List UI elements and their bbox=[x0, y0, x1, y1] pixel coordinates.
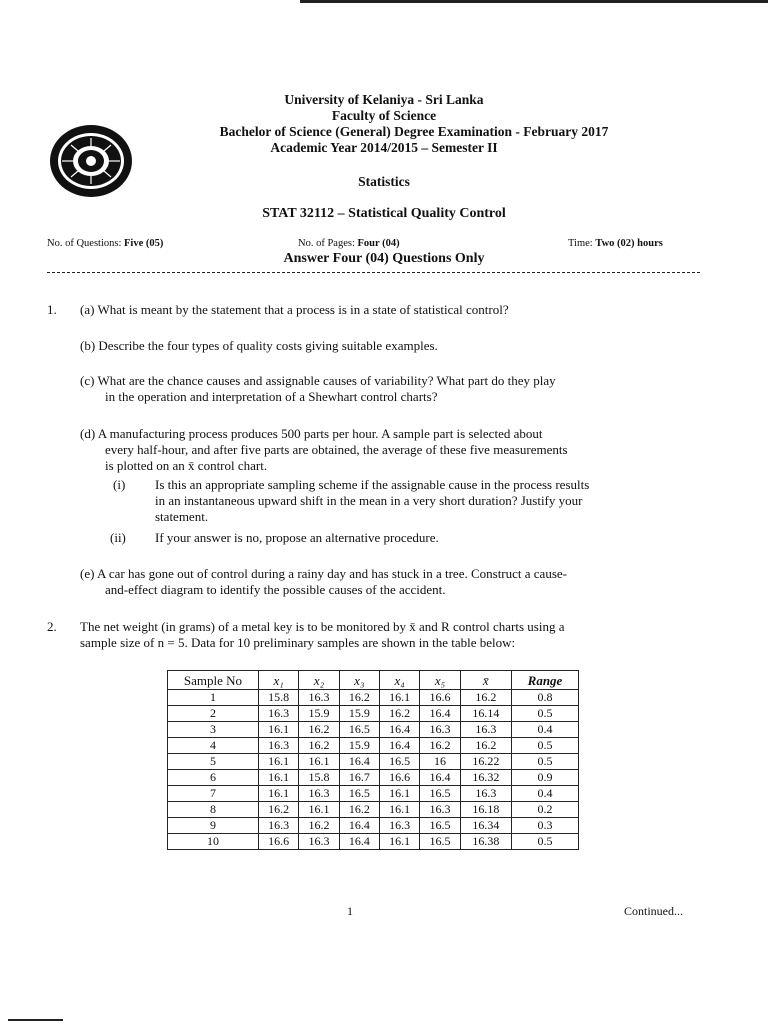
table-cell: 0.5 bbox=[512, 754, 579, 770]
table-cell: 16.1 bbox=[299, 802, 339, 818]
table-cell: 16.32 bbox=[460, 770, 511, 786]
header-x4: x₄ bbox=[379, 671, 419, 690]
q1-part-e-line2: and-effect diagram to identify the possible causes of the accident. bbox=[105, 582, 446, 597]
table-row bbox=[168, 722, 579, 738]
q2-text-line1: The net weight (in grams) of a metal key is to be monitored by x̄ and R control charts using a bbox=[80, 619, 565, 634]
q1-part-b: (b) Describe the four types of quality costs giving suitable examples. bbox=[80, 338, 438, 353]
sample-data-table bbox=[167, 670, 579, 850]
table-cell: 0.5 bbox=[512, 834, 579, 850]
table-cell: 16.3 bbox=[259, 738, 299, 754]
university-name: University of Kelaniya - Sri Lanka bbox=[284, 92, 484, 107]
table-cell: 0.2 bbox=[512, 802, 579, 818]
table-cell: 16.18 bbox=[460, 802, 511, 818]
table-cell: 16.1 bbox=[259, 786, 299, 802]
table-cell: 10 bbox=[168, 834, 259, 850]
q1-part-d-i-line3: statement. bbox=[155, 509, 209, 524]
table-body bbox=[168, 690, 579, 850]
table-cell: 3 bbox=[168, 722, 259, 738]
table-cell: 16.6 bbox=[420, 690, 460, 706]
questions-count: No. of Questions: Five (05) bbox=[47, 238, 164, 249]
table-cell: 16.3 bbox=[460, 786, 511, 802]
table-cell: 16.3 bbox=[460, 722, 511, 738]
header-sample-no: Sample No bbox=[168, 671, 259, 690]
table-cell: 15.9 bbox=[299, 706, 339, 722]
table-cell: 9 bbox=[168, 818, 259, 834]
table-cell: 16.2 bbox=[299, 818, 339, 834]
table-cell: 16.2 bbox=[299, 738, 339, 754]
table-row bbox=[168, 690, 579, 706]
table-cell: 16.3 bbox=[420, 722, 460, 738]
q1-part-d-line3: is plotted on an x̄ control chart. bbox=[105, 458, 268, 473]
table-cell: 16.1 bbox=[299, 754, 339, 770]
pages-count: No. of Pages: Four (04) bbox=[298, 238, 400, 249]
table-cell: 16.5 bbox=[420, 786, 460, 802]
table-cell: 16.5 bbox=[339, 722, 379, 738]
table-cell: 1 bbox=[168, 690, 259, 706]
table-cell: 15.8 bbox=[299, 770, 339, 786]
table-cell: 16.3 bbox=[299, 786, 339, 802]
table-row bbox=[168, 706, 579, 722]
table-cell: 0.3 bbox=[512, 818, 579, 834]
table-row bbox=[168, 754, 579, 770]
table-cell: 16.7 bbox=[339, 770, 379, 786]
table-cell: 16.5 bbox=[420, 834, 460, 850]
q1-part-d-i-line1: Is this an appropriate sampling scheme if the assignable cause in the process results bbox=[155, 477, 590, 492]
header-range: Range bbox=[512, 671, 579, 690]
header-x2: x₂ bbox=[299, 671, 339, 690]
table-cell: 16.2 bbox=[339, 690, 379, 706]
academic-year: Academic Year 2014/2015 – Semester II bbox=[270, 140, 498, 155]
table-cell: 16.2 bbox=[299, 722, 339, 738]
header-divider bbox=[47, 272, 700, 273]
table-cell: 16.3 bbox=[259, 706, 299, 722]
q1-part-d-line2: every half-hour, and after five parts are obtained, the average of these five measurements bbox=[105, 442, 568, 457]
table-row bbox=[168, 770, 579, 786]
table-cell: 15.8 bbox=[259, 690, 299, 706]
question-1-number: 1. bbox=[47, 302, 57, 317]
scan-edge-bottom bbox=[8, 1019, 63, 1021]
q1-part-d-line1: (d) A manufacturing process produces 500 parts per hour. A sample part is selected about bbox=[80, 426, 543, 441]
table-cell: 16.2 bbox=[460, 738, 511, 754]
table-cell: 16.6 bbox=[379, 770, 419, 786]
faculty-name: Faculty of Science bbox=[331, 108, 437, 123]
table-cell: 7 bbox=[168, 786, 259, 802]
q1-part-c-line2: in the operation and interpretation of a Shewhart control charts? bbox=[105, 389, 438, 404]
table-cell: 16.1 bbox=[259, 770, 299, 786]
table-cell: 16.34 bbox=[460, 818, 511, 834]
table-cell: 16 bbox=[420, 754, 460, 770]
time-allowed: Time: Two (02) hours bbox=[568, 238, 663, 249]
table-cell: 16.3 bbox=[420, 802, 460, 818]
header-x1: x₁ bbox=[259, 671, 299, 690]
table-row bbox=[168, 802, 579, 818]
header-x3: x₃ bbox=[339, 671, 379, 690]
table-cell: 0.5 bbox=[512, 706, 579, 722]
table-cell: 16.3 bbox=[379, 818, 419, 834]
page-number: 1 bbox=[347, 904, 353, 918]
table-cell: 16.1 bbox=[379, 786, 419, 802]
q1-part-c-line1: (c) What are the chance causes and assignable causes of variability? What part do they play bbox=[80, 373, 556, 388]
table-row bbox=[168, 786, 579, 802]
table-cell: 16.2 bbox=[379, 706, 419, 722]
subject-title: Statistics bbox=[358, 174, 410, 189]
q1-part-a: (a) What is meant by the statement that a process is in a state of statistical control? bbox=[80, 302, 509, 317]
table-cell: 0.4 bbox=[512, 786, 579, 802]
question-2-number: 2. bbox=[47, 619, 57, 634]
table-cell: 5 bbox=[168, 754, 259, 770]
continued-label: Continued... bbox=[624, 904, 683, 918]
table-row bbox=[168, 818, 579, 834]
table-cell: 16.5 bbox=[420, 818, 460, 834]
table-cell: 0.5 bbox=[512, 738, 579, 754]
table-cell: 8 bbox=[168, 802, 259, 818]
table-cell: 16.3 bbox=[259, 818, 299, 834]
table-cell: 4 bbox=[168, 738, 259, 754]
table-cell: 2 bbox=[168, 706, 259, 722]
table-cell: 16.4 bbox=[339, 818, 379, 834]
table-cell: 16.6 bbox=[259, 834, 299, 850]
table-cell: 16.4 bbox=[420, 770, 460, 786]
table-cell: 16.1 bbox=[379, 690, 419, 706]
table-cell: 16.4 bbox=[339, 754, 379, 770]
table-cell: 16.1 bbox=[379, 802, 419, 818]
table-cell: 16.3 bbox=[299, 834, 339, 850]
header-x5: x₅ bbox=[420, 671, 460, 690]
table-cell: 15.9 bbox=[339, 706, 379, 722]
table-header-row bbox=[168, 671, 579, 690]
table-cell: 0.8 bbox=[512, 690, 579, 706]
table-cell: 16.1 bbox=[259, 722, 299, 738]
q1-part-d-ii: If your answer is no, propose an alternative procedure. bbox=[155, 530, 439, 545]
q1-part-d-i-line2: in an instantaneous upward shift in the mean in a very short duration? Justify your bbox=[155, 493, 583, 508]
table-row bbox=[168, 738, 579, 754]
q1-part-e-line1: (e) A car has gone out of control during a rainy day and has stuck in a tree. Construct a cause- bbox=[80, 566, 567, 581]
table-cell: 16.1 bbox=[259, 754, 299, 770]
degree-title: Bachelor of Science (General) Degree Examination - February 2017 bbox=[219, 124, 609, 139]
table-cell: 0.4 bbox=[512, 722, 579, 738]
table-cell: 6 bbox=[168, 770, 259, 786]
table-cell: 0.9 bbox=[512, 770, 579, 786]
table-cell: 16.4 bbox=[339, 834, 379, 850]
answer-instruction: Answer Four (04) Questions Only bbox=[283, 251, 485, 266]
table-cell: 16.2 bbox=[339, 802, 379, 818]
q2-text-line2: sample size of n = 5. Data for 10 preliminary samples are shown in the table below: bbox=[80, 635, 516, 650]
course-title: STAT 32112 – Statistical Quality Control bbox=[262, 206, 506, 221]
table-cell: 16.14 bbox=[460, 706, 511, 722]
header-xbar: x̄ bbox=[460, 671, 511, 690]
table-cell: 16.3 bbox=[299, 690, 339, 706]
table-cell: 16.4 bbox=[420, 706, 460, 722]
q1-part-d-i-label: (i) bbox=[113, 477, 126, 492]
table-cell: 16.22 bbox=[460, 754, 511, 770]
scan-edge-top bbox=[300, 0, 768, 3]
q1-part-d-ii-label: (ii) bbox=[110, 530, 126, 545]
table-cell: 16.1 bbox=[379, 834, 419, 850]
table-cell: 16.2 bbox=[259, 802, 299, 818]
table-cell: 16.4 bbox=[379, 722, 419, 738]
table-cell: 16.5 bbox=[379, 754, 419, 770]
table-cell: 15.9 bbox=[339, 738, 379, 754]
table-cell: 16.5 bbox=[339, 786, 379, 802]
table-row bbox=[168, 834, 579, 850]
table-cell: 16.38 bbox=[460, 834, 511, 850]
table-cell: 16.2 bbox=[460, 690, 511, 706]
table-cell: 16.4 bbox=[379, 738, 419, 754]
table-cell: 16.2 bbox=[420, 738, 460, 754]
